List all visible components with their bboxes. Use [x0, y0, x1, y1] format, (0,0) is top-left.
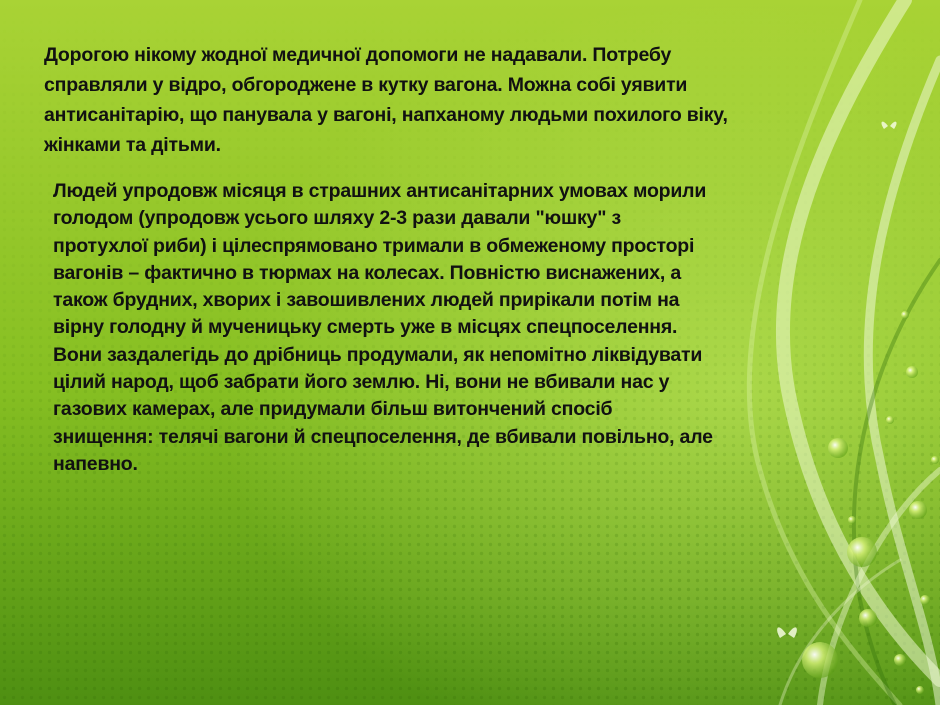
paragraph-1-line: жінками та дітьми.	[44, 134, 221, 156]
paragraph-2-line: також брудних, хворих і завошивлених людей прирікали потім на	[53, 289, 680, 312]
paragraph-2-line: вірну голодну й мученицьку смерть уже в місцях спецпоселення.	[53, 316, 678, 339]
paragraph-2-line: цілий народ, щоб забрати його землю. Ні, вони не вбивали нас у	[53, 371, 670, 394]
paragraph-2-line: Людей упродовж місяця в страшних антисанітарних умовах морили	[53, 180, 707, 202]
paragraph-2-line: напевно.	[53, 452, 138, 475]
paragraph-2-line: протухлої риби) і цілеспрямовано тримали в обмеженому просторі	[53, 234, 695, 257]
paragraph-1-line: антисанітарію, що панувала у вагоні, напханому людьми похилого віку,	[44, 104, 728, 126]
paragraph-2	[53, 178, 713, 478]
paragraph-2-line: газових камерах, але придумали більш витончений спосіб	[53, 398, 613, 421]
paragraph-2-line: Вони заздалегідь до дрібниць продумали, як непомітно ліквідувати	[53, 343, 703, 366]
paragraph-2-line: знищення: телячі вагони й спецпоселення, де вбивали повільно, але	[53, 425, 713, 448]
paragraph-2-line: голодом (упродовж усього шляху 2-3 рази давали "юшку" з	[53, 207, 621, 230]
paragraph-1-line: справляли у відро, обгороджене в кутку вагона. Можна собі уявити	[44, 74, 688, 96]
paragraph-1	[44, 40, 728, 160]
paragraph-1-line: Дорогою нікому жодної медичної допомоги не надавали. Потребу	[44, 44, 672, 66]
paragraph-2-line: вагонів – фактично в тюрмах на колесах. Повністю виснажених, а	[53, 261, 682, 284]
